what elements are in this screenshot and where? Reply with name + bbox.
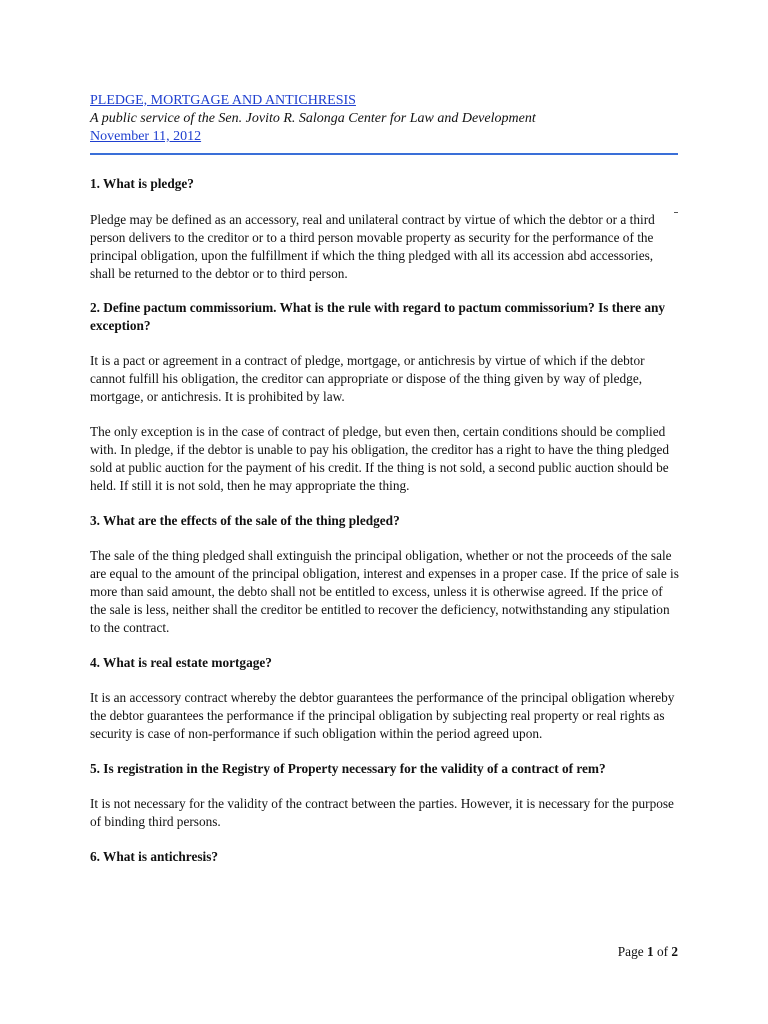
question-2: 2. Define pactum commissorium. What is the rule with regard to pactum commissorium? Is there any exception? <box>90 300 666 333</box>
document-date-link[interactable]: November 11, 2012 <box>90 129 202 144</box>
question-4: 4. What is real estate mortgage? <box>90 655 272 670</box>
answer-5: It is not necessary for the validity of the contract between the parties. However, it is necessary for the purpose of binding third persons. <box>90 796 674 829</box>
footer-page-word: Page <box>617 944 644 959</box>
header-divider <box>90 153 678 155</box>
margin-mark <box>674 212 678 213</box>
document-title-link[interactable]: PLEDGE, MORTGAGE AND ANTICHRESIS <box>90 93 356 108</box>
page-footer <box>618 943 678 961</box>
answer-2-paragraph-1: It is a pact or agreement in a contract of pledge, mortgage, or antichresis by virtue of which if the debtor cannot fulfill his obligation, the creditor can appropriate or dispose of the thing given by way of pledge, mortgage, or antichresis. It is prohibited by law. <box>90 353 645 404</box>
footer-total-pages: 2 <box>671 944 678 959</box>
question-3: 3. What are the effects of the sale of the thing pledged? <box>90 513 400 528</box>
document-page <box>90 92 680 866</box>
document-subtitle: A public service of the Sen. Jovito R. Salonga Center for Law and Development <box>90 111 536 126</box>
answer-1: Pledge may be defined as an accessory, real and unilateral contract by virtue of which the debtor or a third person delivers to the creditor or to a third person movable property as security for the performance of the principal obligation, upon the fulfillment if which the thing pledged with all its accession abd accessories, shall be returned to the debtor or to third person. <box>90 212 655 281</box>
question-6: 6. What is antichresis? <box>90 849 219 864</box>
question-1: 1. What is pledge? <box>90 176 194 191</box>
answer-3: The sale of the thing pledged shall extinguish the principal obligation, whether or not the proceeds of the sale are equal to the amount of the principal obligation, interest and expenses in a proper case. If the price of sale is more than said amount, the debto shall not be entitled to excess, unless it is otherwise agreed. If the price of the sale is less, neither shall the creditor be entitled to recover the deficiency, notwithstanding any stipulation to the contract. <box>90 548 679 635</box>
answer-2-paragraph-2: The only exception is in the case of contract of pledge, but even then, certain conditions should be complied with. In pledge, if the debtor is unable to pay his obligation, the creditor has a right to have the thing pledged sold at public auction for the payment of his credit. If the thing is not sold, a second public auction should be held. If still it is not sold, then he may appropriate the thing. <box>90 424 670 493</box>
answer-4: It is an accessory contract whereby the debtor guarantees the performance of the principal obligation whereby the debtor guarantees the performance if the principal obligation by subjecting real property or real rights as security is case of non-performance if such obligation within the period agreed upon. <box>90 690 675 741</box>
footer-of-word: of <box>656 944 669 959</box>
question-5: 5. Is registration in the Registry of Property necessary for the validity of a contract of rem? <box>90 761 606 776</box>
footer-current-page: 1 <box>646 944 654 959</box>
